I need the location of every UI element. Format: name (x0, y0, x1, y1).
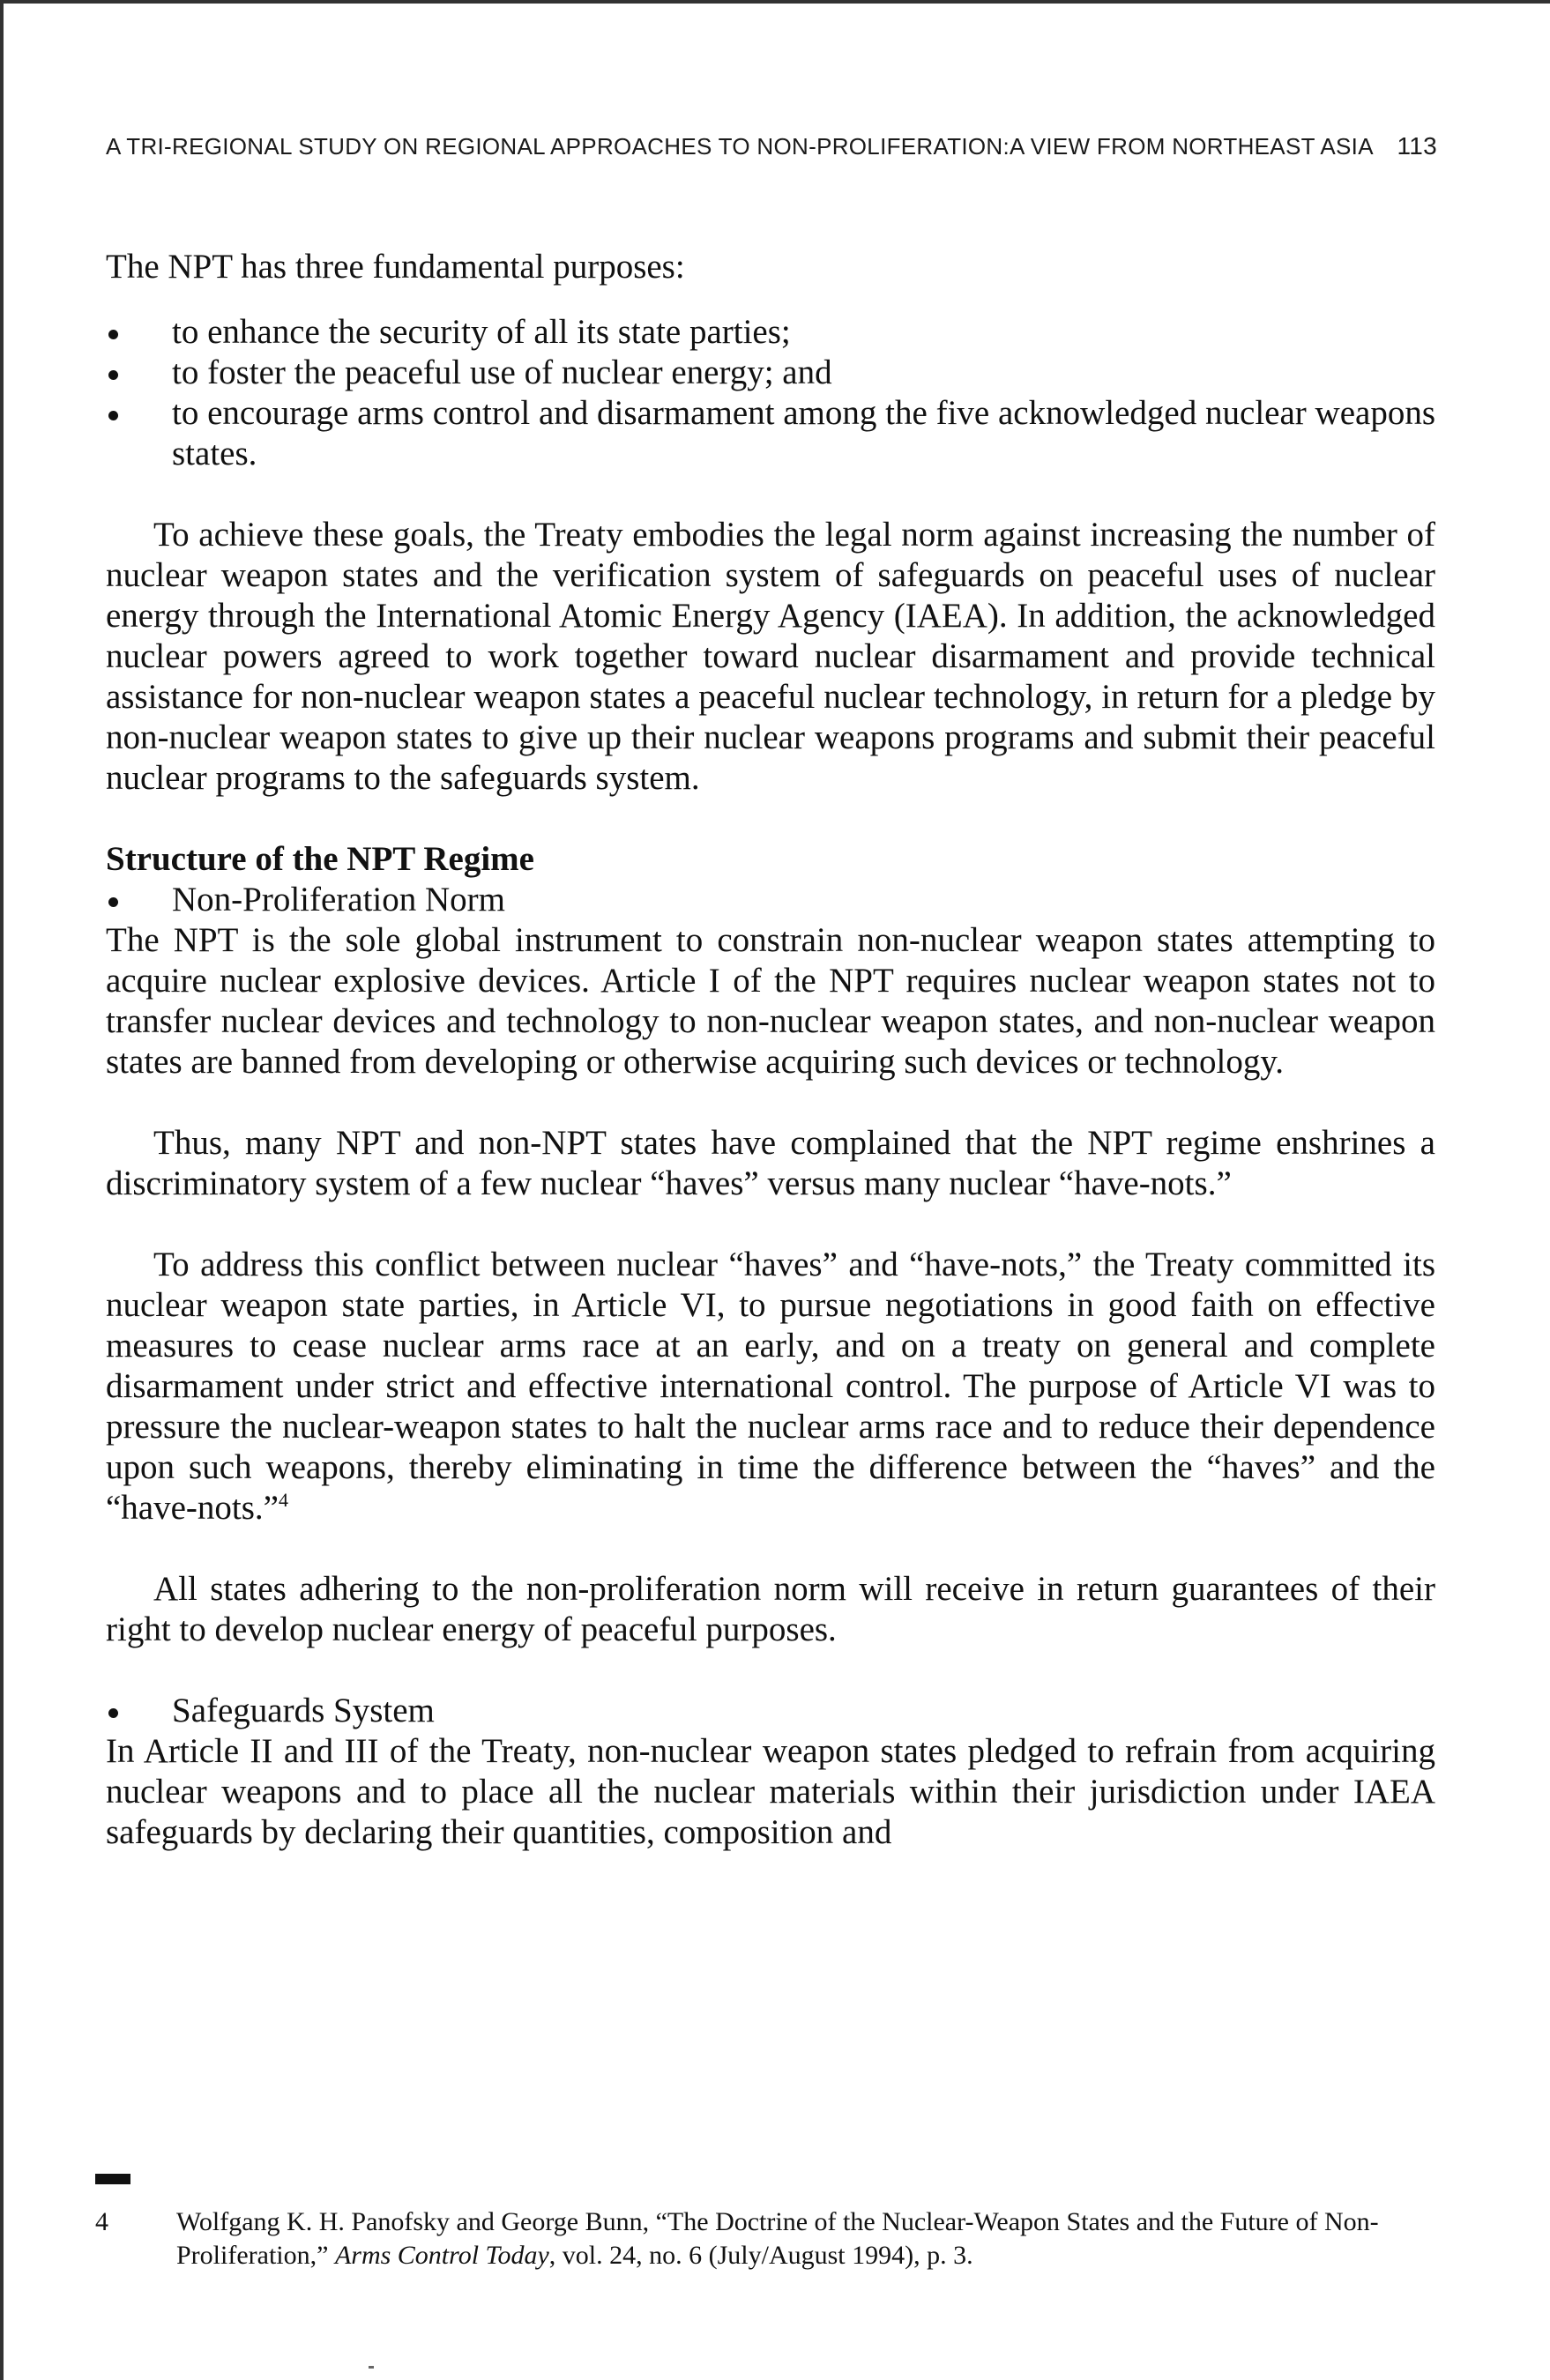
paragraph-address (106, 1245, 1435, 1528)
subsection-safeguards (106, 1691, 1435, 1731)
intro-sentence: The NPT has three fundamental purposes: (106, 248, 685, 286)
footnote-details: , vol. 24, no. 6 (July/August 1994), p. 3. (548, 2241, 973, 2270)
paragraph-goals: To achieve these goals, the Treaty embodies the legal norm against increasing the number of nuclear weapon states and the verification system of safeguards on peaceful uses of nuclear energy through the International Atomic Energy Agency (IAEA). In addition, the acknowledged nuclear powers agreed to work together toward nuclear disarmament and provide technical assistance for non-nuclear weapon states a peaceful nuclear technology, in return for a pledge by non-nuclear weapon states to give up their nuclear weapons programs and submit their peaceful nuclear programs to the safeguards system. (106, 516, 1435, 797)
subsection-norm (106, 880, 1435, 920)
paragraph-norm: The NPT is the sole global instrument to constrain non-nuclear weapon states attempting to acquire nuclear explosive devices. Article I of the NPT requires nuclear weapon states not to transfer nuclear devices and technology to non-nuclear weapon states, and non-nuclear weapon states are banned from developing or otherwise acquiring such devices or technology. (106, 921, 1435, 1081)
paragraph-all-states: All states adhering to the non-proliferation norm will receive in return guarantees of their right to develop nuclear energy of peaceful purposes. (106, 1570, 1435, 1648)
subsection-safeguards-label: Safeguards System (172, 1692, 435, 1729)
paragraph-address-text: To address this conflict between nuclear “haves” and “have-nots,” the Treaty committed its nuclear weapon state parties, in Article VI, to pursue negotiations in good faith on effective measures to cease nuclear arms race at an early, and on a treaty on general and complete disarmament under strict and effective international control. The purpose of Article VI was to pressure the nuclear-weapon states to halt the nuclear arms race and to reduce their dependence upon such weapons, thereby eliminating in time the difference between the “haves” and the “have-nots.” (106, 1246, 1435, 1527)
purpose-item: to enhance the security of all its state parties; (106, 312, 1435, 353)
subsection-norm-label: Non-Proliferation Norm (172, 881, 506, 919)
page-edge-left (0, 0, 4, 2380)
footnote-reference: 4 (279, 1489, 288, 1511)
purpose-item: to encourage arms control and disarmament among the five acknowledged nuclear weapons states. (106, 393, 1435, 474)
purpose-item: to foster the peaceful use of nuclear energy; and (106, 353, 1435, 393)
page-edge-top (0, 0, 1550, 4)
purposes-list (106, 312, 1435, 474)
page-body (106, 247, 1435, 1853)
paragraph-thus: Thus, many NPT and non-NPT states have complained that the NPT regime enshrines a discriminatory system of a few nuclear “haves” versus many nuclear “have-nots.” (106, 1124, 1435, 1202)
running-header-title: A TRI-REGIONAL STUDY ON REGIONAL APPROACHES TO NON-PROLIFERATION:A VIEW FROM NORTHEAST ASIA (106, 133, 1374, 160)
footnote-citation: Wolfgang K. H. Panofsky and George Bunn, “The Doctrine of the Nuclear-Weapon States and the Future of Non-Proliferation,” (176, 2207, 1379, 2270)
footnote-text (176, 2205, 1444, 2272)
paragraph-safeguards: In Article II and III of the Treaty, non-nuclear weapon states pledged to refrain from acquiring nuclear weapons and to place all the nuclear materials within their jurisdiction under IAEA safeguards by declaring their quantities, composition and (106, 1732, 1435, 1851)
bullet-dot (108, 1708, 118, 1718)
footnote (95, 2205, 1444, 2272)
footnote-number: 4 (95, 2207, 108, 2236)
footnote-marker-bar (95, 2174, 130, 2184)
page-number: 113 (1397, 132, 1437, 160)
bullet-dot (108, 897, 118, 907)
footnote-journal: Arms Control Today (334, 2241, 549, 2270)
section-heading: Structure of the NPT Regime (106, 840, 534, 878)
scan-mark (369, 2366, 374, 2369)
running-header (106, 132, 1437, 173)
